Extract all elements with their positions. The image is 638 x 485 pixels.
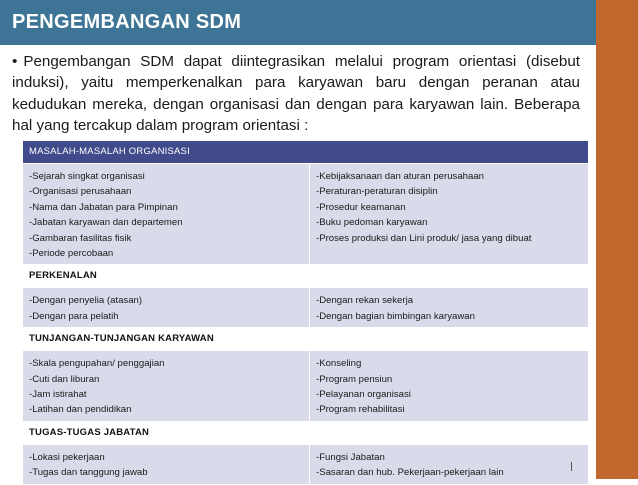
list-item: -Dengan para pelatih [29, 310, 119, 322]
table-cell-right [310, 164, 589, 265]
bullet-icon: • [12, 53, 18, 70]
list-item: -Nama dan Jabatan para Pimpinan [29, 201, 178, 213]
list-item: -Tugas dan tanggung jawab [29, 467, 148, 479]
table-row [23, 288, 589, 328]
table-cell-right [310, 288, 589, 328]
list-item: -Peraturan-peraturan disiplin [316, 186, 438, 198]
list-item: -Skala pengupahan/ penggajian [29, 358, 165, 370]
list-item: -Dengan bagian bimbingan karyawan [316, 310, 475, 322]
table-cell-left [23, 444, 310, 484]
list-item: -Periode percobaan [29, 248, 114, 260]
section-row-tugas [23, 421, 589, 444]
list-item: -Program pensiun [316, 373, 393, 385]
list-item: -Konseling [316, 358, 362, 370]
section-title: PERKENALAN [23, 265, 589, 288]
table-cell-left [23, 351, 310, 422]
list-item: -Proses produksi dan Lini produk/ jasa yang dibuat [316, 232, 532, 244]
list-item: -Kebijaksanaan dan aturan perusahaan [316, 171, 485, 182]
intro-paragraph [12, 51, 580, 137]
list-item: -Fungsi Jabatan [316, 451, 385, 463]
list-item: -Cuti dan liburan [29, 373, 100, 385]
table-cell-right [310, 351, 589, 422]
page-marker [571, 462, 572, 471]
section-row-tunjangan [23, 328, 589, 351]
list-item: -Jam istirahat [29, 389, 87, 401]
accent-side-bar [596, 0, 638, 479]
orientation-table [22, 140, 589, 485]
list-item: -Gambaran fasilitas fisik [29, 232, 132, 244]
slide-title: PENGEMBANGAN SDM [0, 0, 596, 45]
list-item: -Pelayanan organisasi [316, 389, 411, 401]
section-title: TUGAS-TUGAS JABATAN [23, 421, 589, 444]
list-item: -Program rehabilitasi [316, 404, 405, 416]
list-item: -Sasaran dan hub. Pekerjaan-pekerjaan lain [316, 467, 504, 479]
table-row [23, 164, 589, 265]
list-item: -Buku pedoman karyawan [316, 217, 428, 229]
table-row [23, 351, 589, 422]
list-item: -Jabatan karyawan dan departemen [29, 217, 183, 229]
list-item: -Dengan penyelia (atasan) [29, 295, 143, 307]
list-item: -Organisasi perusahaan [29, 186, 132, 198]
list-item: -Sejarah singkat organisasi [29, 171, 145, 182]
table-cell-right [310, 444, 589, 484]
table-row [23, 444, 589, 484]
table-header-cell: MASALAH-MASALAH ORGANISASI [23, 141, 589, 164]
table-cell-left [23, 288, 310, 328]
intro-text: Pengembangan SDM dapat diintegrasikan melalui program orientasi (disebut induksi), yaitu memperkenalkan para karyawan baru dengan peranan atau kedudukan mereka, dengan organisasi dan dengan para karyawan lain. Beberapa hal yang tercakup dalam program orientasi : [12, 53, 580, 135]
section-row-perkenalan [23, 265, 589, 288]
section-title: TUNJANGAN-TUNJANGAN KARYAWAN [23, 328, 589, 351]
list-item: -Latihan dan pendidikan [29, 404, 132, 416]
list-item: -Lokasi pekerjaan [29, 451, 105, 463]
list-item: -Dengan rekan sekerja [316, 295, 414, 307]
table-cell-left [23, 164, 310, 265]
table-header-row [23, 141, 589, 164]
list-item: -Prosedur keamanan [316, 201, 406, 213]
